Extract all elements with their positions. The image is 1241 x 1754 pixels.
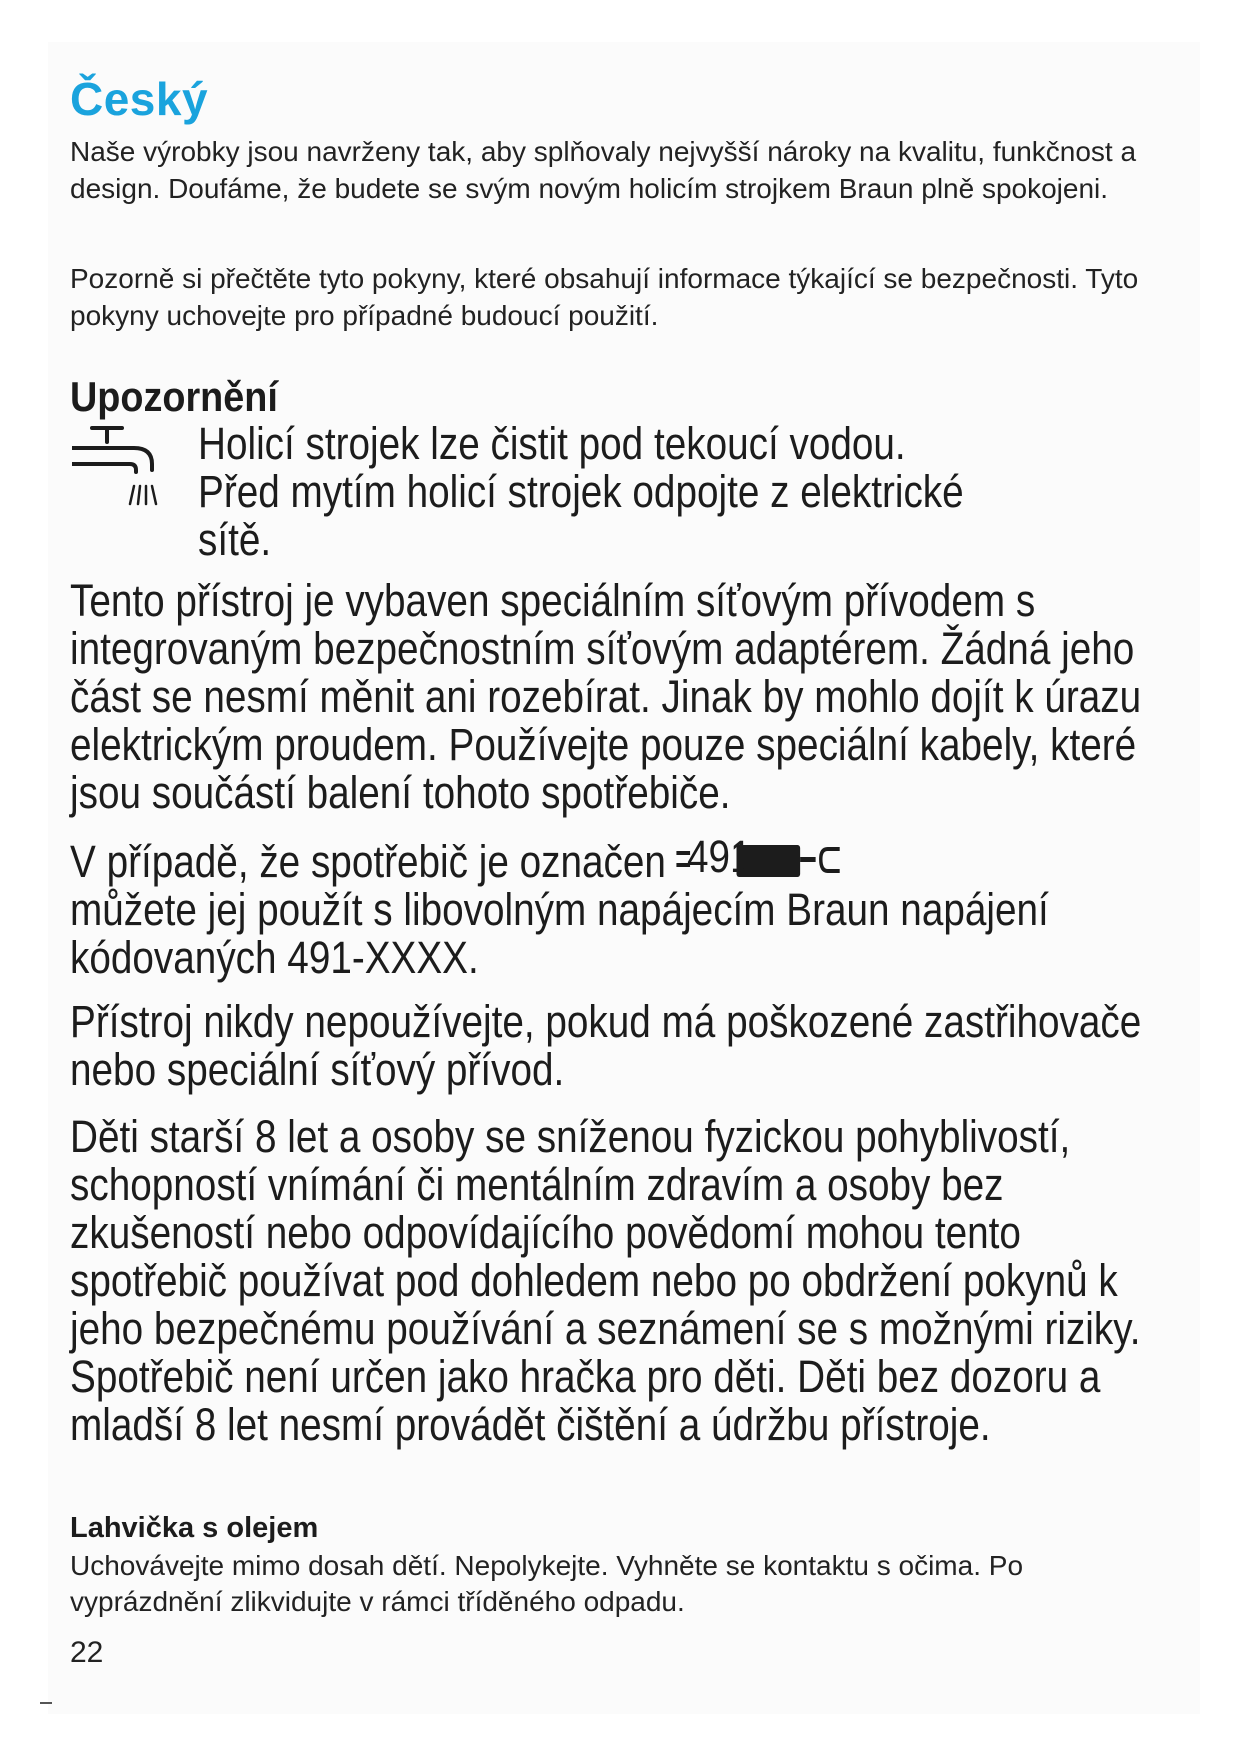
intro-paragraph-1: Naše výrobky jsou navrženy tak, aby splňovaly nejvyšší nároky na kvalitu, funkčnost a design. Doufáme, že budete se svým novým holicím strojkem Braun plně spokojeni. xyxy=(70,136,1137,204)
page-number: 22 xyxy=(70,1636,104,1669)
edge-mark-divider xyxy=(40,1702,52,1704)
body-paragraph-2-after: můžete jej použít s libovolným napájecím Braun napájení kódovaných 491-XXXX. xyxy=(70,884,1049,983)
symbol-code-text: 491 xyxy=(687,831,752,882)
body-paragraph-4: Děti starší 8 let a osoby se sníženou fyzickou pohyblivostí, schopností vnímání či mentálním zdravím a osoby bez zkušeností nebo odpovídajícího povědomí mohou tento spotřebič používat pod dohledem nebo po obdržení pokynů k jeho bezpečnému používání a seznámení se s možnými riziky. Spotřebič není určen jako hračka pro děti. Děti bez dozoru a mladší 8 let nesmí provádět čištění a údržbu přístroje. xyxy=(70,1111,1141,1450)
body-paragraph-2 xyxy=(70,831,1179,983)
intro-paragraph-2: Pozorně si přečtěte tyto pokyny, které obsahují informace týkající se bezpečnosti. Tyto pokyny uchovejte pro případné budoucí použití. xyxy=(70,263,1139,331)
body-paragraph-2-before: V případě, že spotřebič je označen xyxy=(70,836,666,887)
subsection-title-oil-bottle: Lahvička s olejem xyxy=(70,1512,319,1544)
warning-line-1: Holicí strojek lze čistit pod tekoucí vodou. xyxy=(198,418,906,469)
language-title: Český xyxy=(70,73,209,125)
subsection-body-oil-bottle: Uchovávejte mimo dosah dětí. Nepolykejte. Vyhněte se kontaktu s očima. Po vyprázdnění zlikvidujte v rámci tříděného odpadu. xyxy=(70,1550,1024,1617)
section-title-warning: Upozornění xyxy=(70,373,278,420)
warning-text-block xyxy=(198,420,1024,564)
body-paragraph-3: Přístroj nikdy nepoužívejte, pokud má poškozené zastřihovače nebo speciální síťový přívod. xyxy=(70,996,1142,1095)
power-cord-plug-icon xyxy=(677,831,866,883)
warning-line-3: sítě. xyxy=(198,514,272,565)
water-tap-icon xyxy=(72,424,172,516)
body-paragraph-1: Tento přístroj je vybaven speciálním síťovým přívodem s integrovaným bezpečnostním síťovým adaptérem. Žádná jeho část se nesmí měnit ani rozebírat. Jinak by mohlo dojít k úrazu elektrickým proudem. Používejte pouze speciální kabely, které jsou součástí balení tohoto spotřebiče. xyxy=(70,575,1142,818)
warning-line-2: Před mytím holicí strojek odpojte z elektrické xyxy=(198,466,964,517)
